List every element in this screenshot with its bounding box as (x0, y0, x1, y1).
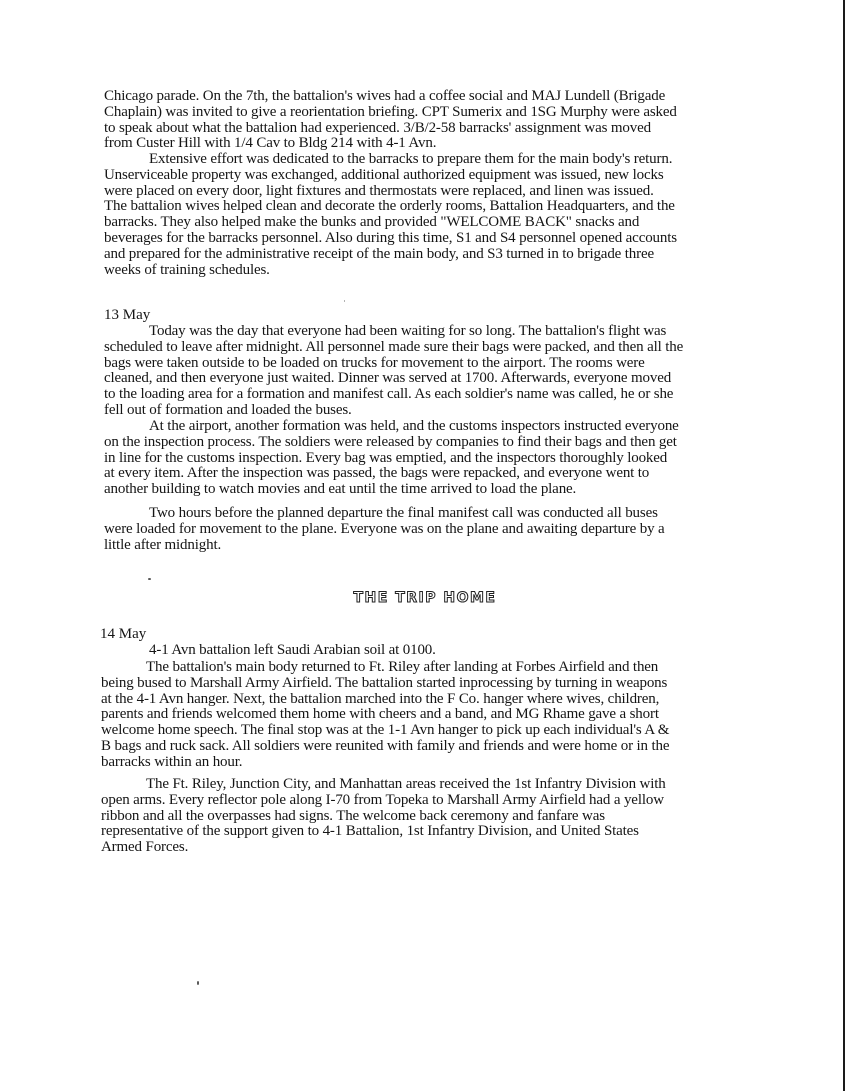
text-line: at every item. After the inspection was passed, the bags were repacked, and everyone went to (104, 465, 650, 482)
text-line: to the loading area for a formation and manifest call. As each soldier's name was called, he or she (104, 386, 674, 403)
text-line: from Custer Hill with 1/4 Cav to Bldg 214 with 4-1 Avn. (104, 135, 437, 152)
text-line: open arms. Every reflector pole along I-70 from Topeka to Marshall Army Airfield had a yellow (101, 791, 664, 808)
paragraph-community-welcome (101, 777, 761, 856)
text-line: being bused to Marshall Army Airfield. The battalion started inprocessing by turning in weapons (101, 674, 668, 691)
text-line: ribbon and all the overpasses had signs. The welcome back ceremony and fanfare was (101, 807, 605, 824)
scan-speck (197, 981, 199, 985)
text-line: at the 4-1 Avn hanger. Next, the battalion marched into the F Co. hanger where wives, children, (101, 690, 660, 707)
text-line: bags were taken outside to be loaded on trucks for movement to the airport. The rooms were (104, 354, 645, 371)
text-line: cleaned, and then everyone just waited. Dinner was served at 1700. Afterwards, everyone moved (104, 370, 672, 387)
text-line: B bags and ruck sack. All soldiers were reunited with family and friends and were home or in the (101, 737, 670, 754)
text-line: At the airport, another formation was held, and the customs inspectors instructed everyone (149, 418, 679, 434)
section-heading-trip-home: THE TRIP HOME (353, 590, 497, 606)
text-line: Armed Forces. (101, 839, 189, 856)
text-line: were placed on every door, light fixtures and thermostats were replaced, and linen was issued. (104, 182, 654, 199)
text-line: barracks. They also helped make the bunks and provided "WELCOME BACK" snacks and (104, 214, 640, 231)
text-line: on the inspection process. The soldiers were released by companies to find their bags and then get (104, 433, 677, 450)
text-line: fell out of formation and loaded the buses. (104, 401, 352, 418)
text-line: weeks of training schedules. (104, 261, 270, 278)
paragraph-chicago-parade (104, 89, 764, 152)
text-line: barracks within an hour. (101, 753, 243, 770)
paragraph-left-saudi (104, 643, 764, 659)
paragraph-return-ft-riley (101, 660, 761, 771)
text-line: representative of the support given to 4-1 Battalion, 1st Infantry Division, and United States (101, 823, 639, 840)
text-line: little after midnight. (104, 536, 222, 553)
text-line: parents and friends welcomed them home with cheers and a band, and MG Rhame gave a short (101, 706, 659, 723)
text-line: scheduled to leave after midnight. All personnel made sure their bags were packed, and then all the (104, 338, 684, 355)
scan-speck (148, 578, 151, 580)
text-line: Today was the day that everyone had been waiting for so long. The battalion's flight was (149, 323, 667, 339)
text-line: Unserviceable property was exchanged, additional authorized equipment was issued, new locks (104, 166, 664, 183)
paragraph-final-manifest (104, 506, 764, 553)
scan-speck (344, 300, 345, 302)
text-line: 4-1 Avn battalion left Saudi Arabian soil at 0100. (149, 642, 436, 658)
date-heading-14-may: 14 May (100, 626, 147, 642)
text-line: to speak about what the battalion had experienced. 3/B/2-58 barracks' assignment was moved (104, 119, 651, 136)
paragraph-departure-day (104, 324, 764, 419)
text-line: Two hours before the planned departure the final manifest call was conducted all buses (149, 505, 658, 521)
paragraph-barracks-effort (104, 152, 764, 278)
text-line: another building to watch movies and eat until the time arrived to load the plane. (104, 481, 577, 498)
text-line: The battalion wives helped clean and decorate the orderly rooms, Battalion Headquarters, and the (104, 198, 675, 215)
date-heading-13-may: 13 May (104, 307, 151, 323)
text-line: welcome home speech. The final stop was at the 1-1 Avn hanger to pick up each individual's A & (101, 722, 670, 739)
text-line: Chicago parade. On the 7th, the battalion's wives had a coffee social and MAJ Lundell (Brigade (104, 88, 666, 104)
paragraph-customs-inspection (104, 419, 764, 498)
text-line: in line for the customs inspection. Every bag was emptied, and the inspectors thoroughly looked (104, 449, 668, 466)
page-edge-line (843, 0, 845, 1091)
text-line: Extensive effort was dedicated to the barracks to prepare them for the main body's return. (149, 151, 673, 167)
text-line: and prepared for the administrative receipt of the main body, and S3 turned in to brigade three (104, 245, 655, 262)
text-line: Chaplain) was invited to give a reorientation briefing. CPT Sumerix and 1SG Murphy were asked (104, 103, 677, 120)
text-line: were loaded for movement to the plane. Everyone was on the plane and awaiting departure by a (104, 520, 665, 537)
text-line: The battalion's main body returned to Ft. Riley after landing at Forbes Airfield and then (146, 659, 659, 675)
text-line: The Ft. Riley, Junction City, and Manhattan areas received the 1st Infantry Division with (146, 776, 666, 792)
text-line: beverages for the barracks personnel. Also during this time, S1 and S4 personnel opened accounts (104, 229, 677, 246)
